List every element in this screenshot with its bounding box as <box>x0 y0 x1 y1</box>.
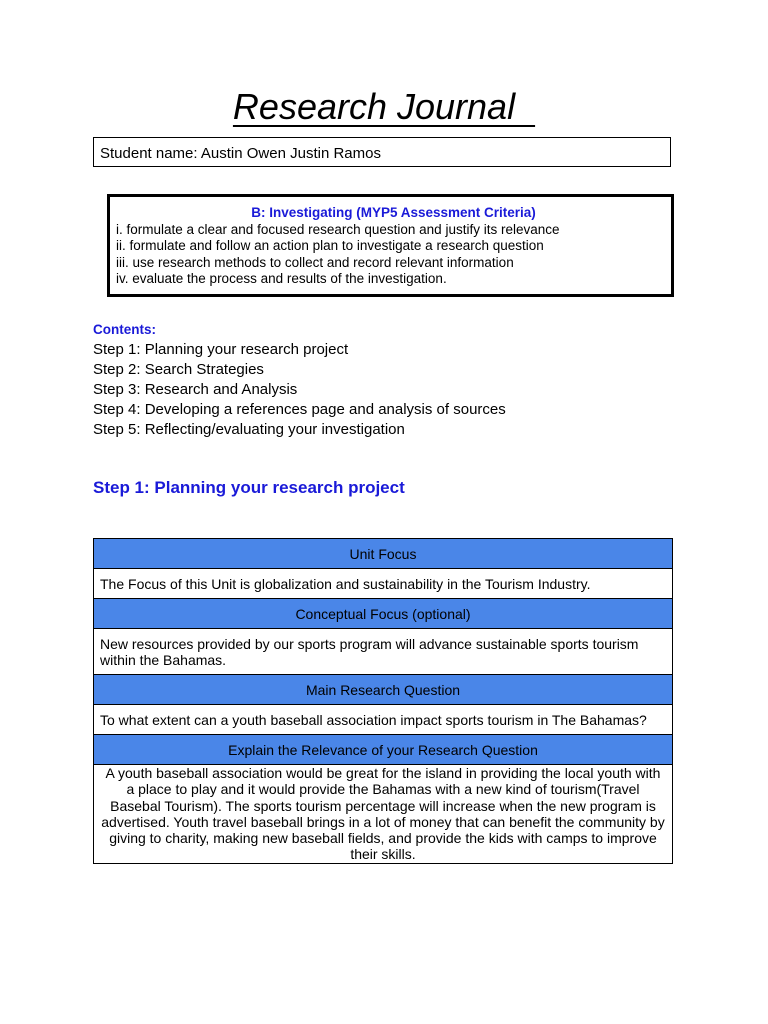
relevance-header: Explain the Relevance of your Research Question <box>94 735 673 765</box>
student-name-box <box>93 137 671 167</box>
page-title <box>0 86 768 128</box>
criteria-heading: B: Investigating (MYP5 Assessment Criteria) <box>251 205 536 220</box>
conceptual-focus-body: New resources provided by our sports program will advance sustainable sports tourism within the Bahamas. <box>94 629 673 675</box>
conceptual-focus-header: Conceptual Focus (optional) <box>94 599 673 629</box>
contents-heading: Contents: <box>93 322 156 337</box>
research-question-header: Main Research Question <box>94 675 673 705</box>
unit-focus-body: The Focus of this Unit is globalization and sustainability in the Tourism Industry. <box>94 569 673 599</box>
criteria-item: ii. formulate and follow an action plan to investigate a research question <box>116 238 544 253</box>
contents-list <box>93 340 506 440</box>
criteria-item: iii. use research methods to collect and record relevant information <box>116 254 514 270</box>
page-title-text: Research Journal <box>232 86 536 127</box>
criteria-box <box>107 194 674 297</box>
contents-step-1: Step 1: Planning your research project <box>93 341 349 358</box>
planning-table <box>93 538 673 864</box>
research-question-body: To what extent can a youth baseball association impact sports tourism in The Bahamas? <box>94 705 673 735</box>
criteria-item: iv. evaluate the process and results of the investigation. <box>116 271 447 286</box>
criteria-item: i. formulate a clear and focused research question and justify its relevance <box>116 221 560 237</box>
contents-step-5: Step 5: Reflecting/evaluating your investigation <box>93 421 405 438</box>
unit-focus-header: Unit Focus <box>94 539 673 569</box>
contents-step-2: Step 2: Search Strategies <box>93 361 264 378</box>
relevance-body: A youth baseball association would be great for the island in providing the local youth with a place to play and it would provide the Bahamas with a new kind of tourism(Travel Basebal Tourism). The sports tourism percentage will increase when the new program is advertised. Youth travel baseball brings in a lot of money that can benefit the community by giving to charity, making new baseball fields, and provide the kids with camps to improve their skills. <box>94 765 673 864</box>
contents-step-3: Step 3: Research and Analysis <box>93 381 298 398</box>
contents-step-4: Step 4: Developing a references page and analysis of sources <box>93 401 506 418</box>
step1-heading: Step 1: Planning your research project <box>93 478 405 497</box>
student-name: Student name: Austin Owen Justin Ramos <box>100 145 381 162</box>
